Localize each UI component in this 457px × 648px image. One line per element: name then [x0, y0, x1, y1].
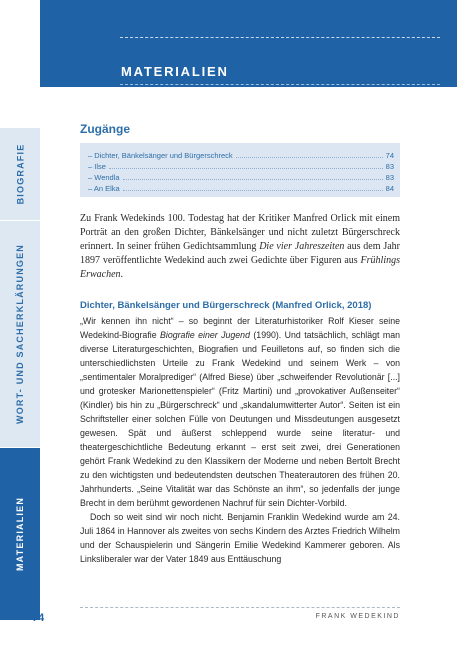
toc-item[interactable] — [88, 172, 394, 182]
footer-running-title: FRANK WEDEKIND — [315, 613, 400, 620]
intro-text: aus dem Jahr 1897 veröffentlichte Wedekind auch zwei Gedichte über Figuren aus — [80, 241, 400, 266]
intro-text: . — [120, 269, 124, 280]
page-number: 74 — [32, 612, 45, 624]
header-underline — [120, 84, 440, 85]
paragraph-text: „Wir kennen ihn nicht“ – so beginnt der Literaturhistoriker Rolf Kieser seine Wedekind-Biografie — [80, 316, 400, 340]
sidebar-tab-label: BIOGRAFIE — [15, 143, 25, 205]
toc-item-page: 83 — [385, 162, 394, 171]
toc-dot-leader — [236, 157, 383, 158]
header-divider — [120, 37, 440, 38]
sidebar-tab-wort-und-sacherklaerungen[interactable] — [0, 221, 40, 447]
toc-item-label: – Wendla — [88, 173, 120, 182]
table-of-contents — [80, 143, 400, 197]
toc-item-label: – Ilse — [88, 162, 106, 171]
sidebar-tab-label: MATERIALIEN — [15, 496, 25, 572]
article-body — [80, 314, 400, 566]
header-band — [40, 0, 457, 87]
toc-item-label: – An Elka — [88, 184, 120, 193]
intro-paragraph — [80, 212, 400, 282]
toc-item[interactable] — [88, 161, 394, 171]
page-title: MATERIALIEN — [121, 64, 229, 79]
intro-title-emphasis: Frühlings Erwachen — [80, 255, 400, 280]
footer-divider — [80, 607, 400, 608]
toc-item[interactable] — [88, 183, 394, 193]
section-heading: Zugänge — [80, 122, 130, 136]
sidebar-tab-biografie[interactable] — [0, 128, 40, 220]
toc-dot-leader — [123, 179, 383, 180]
toc-item-page: 74 — [385, 151, 394, 160]
toc-item-page: 84 — [385, 184, 394, 193]
sidebar-tab-label: WORT- UND SACHERKLÄRUNGEN — [15, 244, 25, 424]
intro-title-emphasis: Die vier Jahreszeiten — [259, 241, 345, 252]
article-paragraph — [80, 314, 400, 510]
paragraph-text: (1990). Und tatsächlich, schlägt man diverse Literaturgeschichten, Biografien und Feuilletons auf, so finden sich die unterschiedlichsten Urteile zu Frank Wedekind und seinem Werk – von „sentimentaler Moralprediger“ (Alfred Biese) über „schweifender Revolutionär [...] und grotesker Marionettenspieler“ (Fritz Martini) und „provokativer Außenseiter“ (Kindler) bis hin zu „Bürgerschreck“ und „skandalumwitterter Autor“. Seiten ist ein Schriftsteller einer solchen Fülle von Deutungen und Missdeutungen ausgesetzt gewesen. Spät und äußerst schleppend wurde seine literatur- und theatergeschichtliche Bedeutung erkannt – erst seit zwei, drei Generationen gehört Frank Wedekind zu den Klassikern der Moderne und neben Bertolt Brecht zu den wichtigsten und bedeutendsten deutschen Theaterautoren des frühen 20. Jahrhunderts. „Seine Vitalität war das Schönste an ihm“, so jedenfalls der junge Brecht in dem berühmt gewordenen Nachruf für sein Dichter-Vorbild. — [80, 330, 400, 508]
toc-dot-leader — [123, 190, 383, 191]
article-paragraph: Doch so weit sind wir noch nicht. Benjamin Franklin Wedekind wurde am 24. Juli 1864 in Hannover als zweites von sechs Kindern des Arztes Friedrich Wilhelm und der Schauspielerin und Sängerin Emilie Wedekind Kammerer geboren. Als Linksliberaler war der Vater 1849 aus Enttäuschung — [80, 512, 400, 564]
toc-item-label: – Dichter, Bänkelsänger und Bürgerschreck — [88, 151, 233, 160]
toc-dot-leader — [109, 168, 383, 169]
book-title-emphasis: Biografie einer Jugend — [160, 330, 250, 340]
intro-text: Zu Frank Wedekinds 100. Todestag hat der Kritiker Manfred Orlick mit einem Porträt an den großen Dichter, Bänkelsänger und nicht zuletzt Bürgerschreck erinnert. In seiner frühen Gedichtsammlung — [80, 213, 400, 252]
sidebar-tab-materialien[interactable] — [0, 448, 40, 620]
toc-item-page: 83 — [385, 173, 394, 182]
article-heading: Dichter, Bänkelsänger und Bürgerschreck (Manfred Orlick, 2018) — [80, 300, 372, 311]
toc-item[interactable] — [88, 150, 394, 160]
sidebar — [0, 0, 40, 620]
